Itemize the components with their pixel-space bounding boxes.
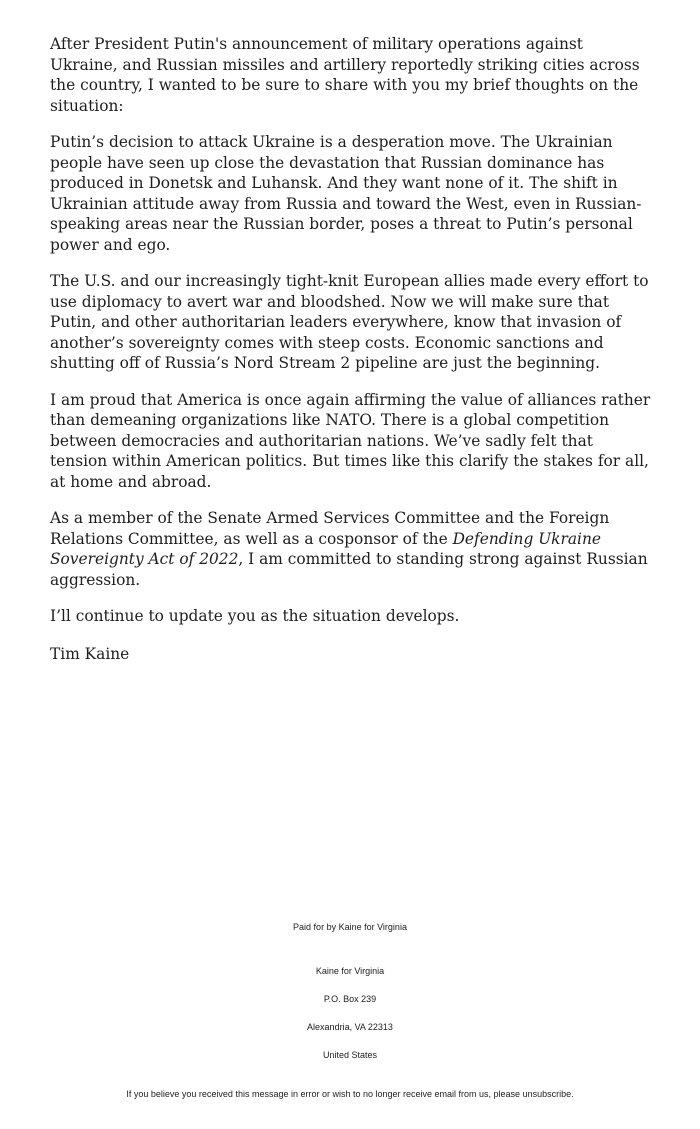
act-title: Defending Ukraine Sovereignty Act of 2022 <box>50 529 601 568</box>
alliances-paragraph: I am proud that America is once again affirming the value of alliances rather than demeaning organizations like NATO. There is a global competition between democracies and authoritarian nations. We’ve sadly felt that tension within American politics. But times like this clarify the stakes for all, at home and abroad. <box>50 390 651 491</box>
address-city-state-zip: Alexandria, VA 22313 <box>307 1022 393 1032</box>
committee-paragraph <box>50 508 655 590</box>
notice-text: If you believe you received this message in error or wish to no longer receive email from us, please <box>126 1089 523 1099</box>
address-po-box: P.O. Box 239 <box>323 994 377 1004</box>
address-organization: Kaine for Virginia <box>315 966 385 976</box>
notice-end: . <box>571 1089 574 1099</box>
unsubscribe-notice <box>0 1087 700 1101</box>
desperation-paragraph: Putin’s decision to attack Ukraine is a desperation move. The Ukrainian people have seen up close the devastation that Russian dominance has produced in Donetsk and Luhansk. And they want none of it. The shift in Ukrainian attitude away from Russia and toward the West, even in Russian-speaking areas near the Russian border, poses a threat to Putin’s personal power and ego. <box>50 133 642 254</box>
signature: Tim Kaine <box>50 644 130 663</box>
email-footer <box>0 920 700 1101</box>
closing-paragraph: I’ll continue to update you as the situation develops. <box>50 607 460 625</box>
letter-body <box>50 34 655 680</box>
intro-paragraph: After President Putin's announcement of military operations against Ukraine, and Russian missiles and artillery reportedly striking cities across the country, I wanted to be sure to share with you my brief thoughts on the situation: <box>50 35 640 115</box>
committee-text-before: As a member of the Senate Armed Services Committee and the Foreign Relations Committee, as well as a cosponsor of the <box>50 509 610 548</box>
committee-text-after: , I am committed to standing strong against Russian aggression. <box>50 550 648 589</box>
unsubscribe-link[interactable]: unsubscribe <box>522 1089 572 1099</box>
paid-for-disclaimer: Paid for by Kaine for Virginia <box>293 922 407 932</box>
diplomacy-paragraph: The U.S. and our increasingly tight-knit European allies made every effort to use diplomacy to avert war and bloodshed. Now we will make sure that Putin, and other authoritarian leaders everywhere, know that invasion of another’s sovereignty comes with steep costs. Economic sanctions and shutting off of Russia’s Nord Stream 2 pipeline are just the beginning. <box>50 272 649 372</box>
address-country: United States <box>322 1050 378 1060</box>
mailing-address <box>0 964 700 1062</box>
